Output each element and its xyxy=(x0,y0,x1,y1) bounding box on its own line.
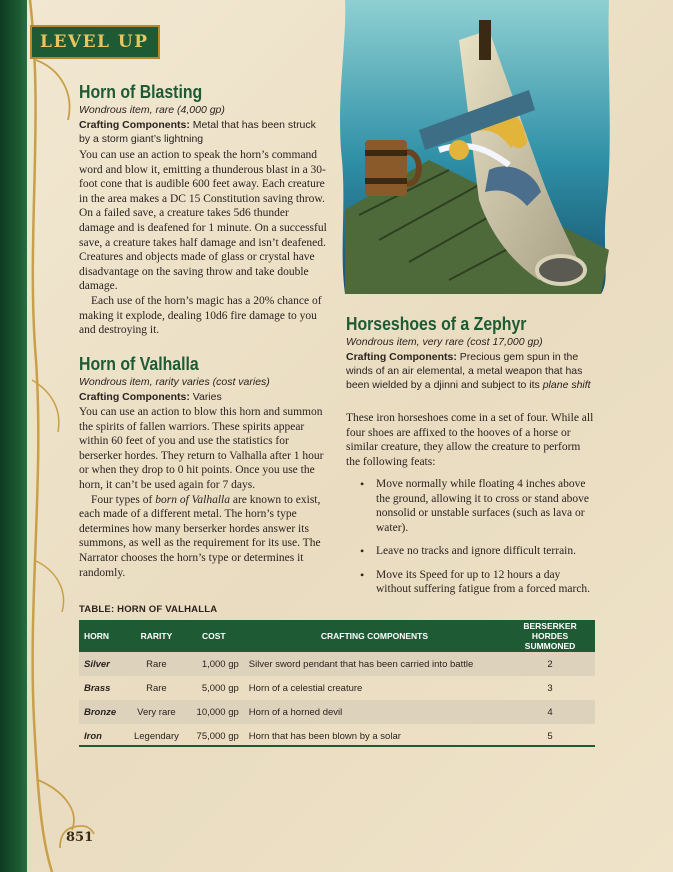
column-header: RARITY xyxy=(140,631,173,641)
table-row xyxy=(79,676,595,700)
horn-of-blasting-crafting xyxy=(79,118,329,146)
table-header-row xyxy=(79,620,595,652)
horn-of-blasting-subtitle: Wondrous item, rare (4,000 gp) xyxy=(79,104,225,116)
table-cell: 10,000 gp xyxy=(196,706,239,718)
paragraph: Four types of born of Valhalla are known to exist, each made of a different metal. The horn’s type determines how many berserker hordes answer its summons, as well as the requirement for its use. The Narrator chooses the horn’s type or determines it randomly. xyxy=(79,493,321,579)
table-cell: 3 xyxy=(547,682,553,694)
horn-illustration xyxy=(339,0,614,294)
horseshoes-feat-list xyxy=(346,477,596,606)
table-cell: 5,000 gp xyxy=(201,682,239,694)
table-title: TABLE: HORN OF VALHALLA xyxy=(79,604,218,615)
table-cell: 1,000 gp xyxy=(201,658,239,670)
horn-of-blasting-title: Horn of Blasting xyxy=(79,82,203,102)
horn-of-valhalla-subtitle: Wondrous item, rarity varies (cost varies) xyxy=(79,376,270,388)
table-cell: Silver sword pendant that has been carried into battle xyxy=(248,658,474,670)
table-cell: Rare xyxy=(146,682,167,694)
horseshoes-crafting xyxy=(346,350,591,392)
crafting-label: Crafting Components: xyxy=(79,119,190,131)
item-name-italic: born of Valhalla xyxy=(155,493,230,506)
table-row xyxy=(79,652,595,676)
crafting-italic: plane shift xyxy=(542,379,591,391)
paragraph: You can use an action to blow this horn and summon the spirits of fallen warriors. These spirits appear within 60 feet of you and use the statistics for berserker hordes. They return to Valhalla after 1 hour or when they drop to 0 hit points. Once you use the horn, it can’t be used again for 7 days. xyxy=(79,406,324,491)
table-cell: Horn of a celestial creature xyxy=(248,682,363,694)
table-cell: Very rare xyxy=(137,706,176,718)
horn-of-valhalla-table xyxy=(79,620,595,748)
horn-of-valhalla-description xyxy=(79,405,327,580)
horseshoes-subtitle: Wondrous item, very rare (cost 17,000 gp) xyxy=(346,336,543,348)
horn-of-blasting-description xyxy=(79,148,327,338)
page-number-badge xyxy=(58,824,96,850)
table-cell: Rare xyxy=(146,658,167,670)
horseshoes-description xyxy=(346,411,594,469)
crafting-text: Metal that has been struck by a storm giant’s lightning xyxy=(79,119,316,145)
table-row xyxy=(79,700,595,724)
table-cell: Horn of a horned devil xyxy=(248,706,343,718)
table-cell: Legendary xyxy=(133,730,179,742)
table-cell: Bronze xyxy=(84,706,117,718)
crafting-label: Crafting Components: xyxy=(346,351,457,363)
table-bottom-rule xyxy=(79,745,595,747)
column-header: HORN xyxy=(84,631,110,641)
table-cell: Horn that has been blown by a solar xyxy=(248,730,401,742)
feat-item: • Leave no tracks and ignore difficult terrain. xyxy=(346,544,596,559)
crafting-text: Precious gem spun in the winds of an air elemental, a metal weapon that has been wielded by a djinni and subject to its xyxy=(346,351,583,391)
table-cell: 75,000 gp xyxy=(196,730,239,742)
horseshoes-title: Horseshoes of a Zephyr xyxy=(346,314,527,334)
horn-of-valhalla-crafting xyxy=(79,390,329,404)
table-cell: 2 xyxy=(547,658,553,670)
horn-of-valhalla-title: Horn of Valhalla xyxy=(79,354,199,374)
banner-label: LEVEL UP xyxy=(40,32,149,52)
feat-item: • Move normally while floating 4 inches above the ground, allowing it to cross or stand above nonsolid or unstable surfaces (such as lava or water). xyxy=(346,477,596,535)
table-cell: Iron xyxy=(84,730,102,742)
table-cell: Brass xyxy=(84,682,111,694)
chapter-banner xyxy=(30,25,160,59)
column-header: BERSERKER HORDES SUMMONED xyxy=(523,621,577,651)
paragraph: You can use an action to speak the horn’s command word and blow it, emitting a thunderous blast in a 30-foot cone that is audible 600 feet away. Each creature in the area makes a DC 15 Constitution saving throw. On a failed save, a creature takes 5d6 thunder damage and is deafened for 1 minute. On a successful save, a creature takes half damage and isn’t deafened. Creatures and objects made of glass or crystal have disadvantage on the saving throw and take double damage. xyxy=(79,149,327,293)
page-number: 851 xyxy=(66,830,94,845)
table-cell: Silver xyxy=(84,658,110,670)
table-cell: 5 xyxy=(547,730,553,742)
column-header: COST xyxy=(202,631,226,641)
table-cell: 4 xyxy=(547,706,553,718)
paragraph: Each use of the horn’s magic has a 20% chance of making it explode, dealing 10d6 fire damage to you and destroying it. xyxy=(79,294,322,337)
paragraph: These iron horseshoes come in a set of four. While all four shoes are affixed to the hooves of a horse or similar creature, they allow the creature to perform the following feats: xyxy=(346,412,594,468)
crafting-label: Crafting Components: xyxy=(79,391,190,403)
crafting-text: Varies xyxy=(192,391,222,403)
feat-item: • Move its Speed for up to 12 hours a day without suffering fatigue from a forced march. xyxy=(346,568,596,597)
column-header: CRAFTING COMPONENTS xyxy=(320,631,429,641)
